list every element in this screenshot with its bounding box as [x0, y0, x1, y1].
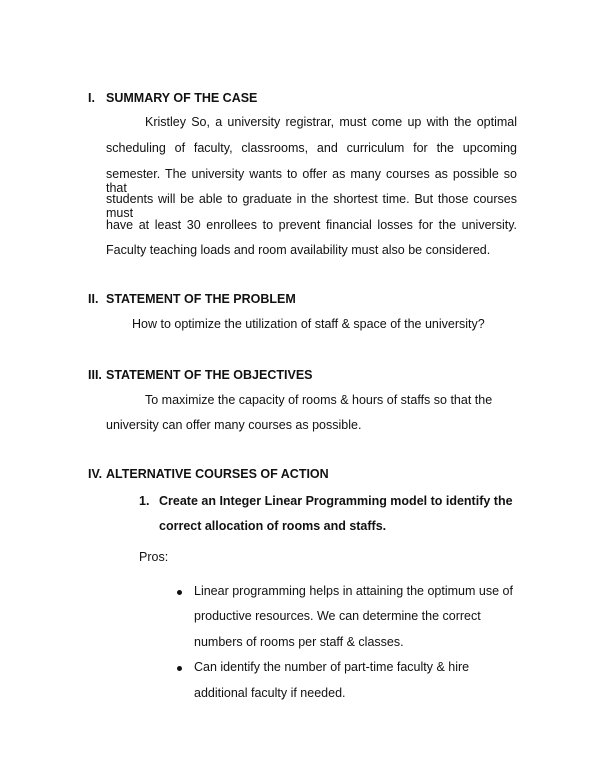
section-heading: SUMMARY OF THE CASE [106, 91, 258, 105]
section-number: I. [88, 91, 95, 105]
section-number: II. [88, 292, 99, 306]
pros-label: Pros: [139, 550, 169, 564]
list-item-line: numbers of rooms per staff & classes. [194, 635, 404, 649]
bullet-icon [177, 590, 182, 595]
paragraph-line: To maximize the capacity of rooms & hours of staffs so that the [145, 393, 493, 407]
alternative-number: 1. [139, 494, 150, 508]
section-heading: STATEMENT OF THE OBJECTIVES [106, 368, 313, 382]
paragraph-line: scheduling of faculty, classrooms, and curriculum for the upcoming [106, 141, 517, 155]
paragraph-line: Kristley So, a university registrar, must come up with the optimal [145, 115, 517, 129]
section-number: IV. [88, 467, 103, 481]
list-item-line: Linear programming helps in attaining the optimum use of [194, 584, 513, 598]
list-item-line: Can identify the number of part-time faculty & hire [194, 660, 470, 674]
list-item-line: additional faculty if needed. [194, 686, 346, 700]
paragraph-line: semester. The university wants to offer as many courses as possible so that [106, 167, 517, 195]
section-heading: STATEMENT OF THE PROBLEM [106, 292, 296, 306]
paragraph-line: university can offer many courses as possible. [106, 418, 362, 432]
list-item-line: productive resources. We can determine the correct [194, 609, 481, 623]
paragraph-line: have at least 30 enrollees to prevent financial losses for the university. [106, 218, 517, 232]
alternative-title-line: Create an Integer Linear Programming model to identify the [159, 494, 513, 508]
paragraph-line: students will be able to graduate in the shortest time. But those courses must [106, 192, 517, 220]
paragraph-line: Faculty teaching loads and room availability must also be considered. [106, 243, 491, 257]
paragraph-line: How to optimize the utilization of staff & space of the university? [132, 317, 485, 331]
section-number: III. [88, 368, 102, 382]
alternative-title-line: correct allocation of rooms and staffs. [159, 519, 387, 533]
bullet-icon [177, 666, 182, 671]
section-heading: ALTERNATIVE COURSES OF ACTION [106, 467, 329, 481]
